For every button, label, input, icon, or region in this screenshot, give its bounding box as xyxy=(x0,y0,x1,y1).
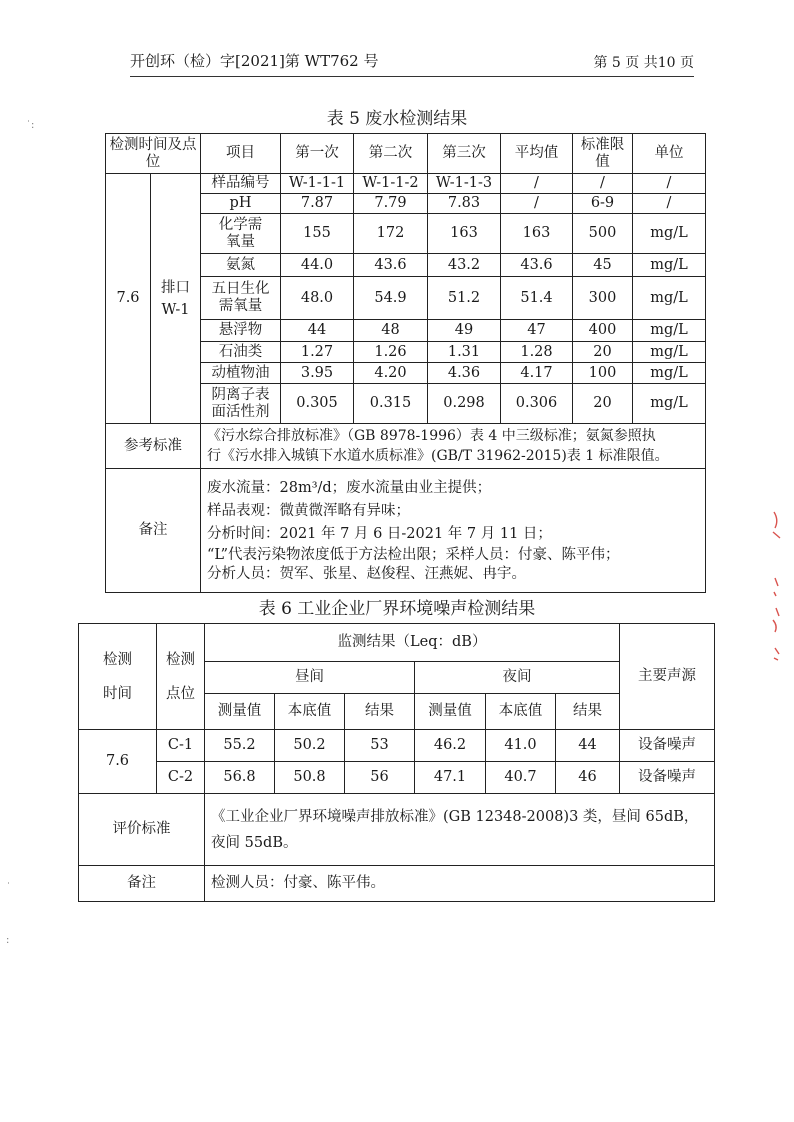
remark-line: 样品表观：微黄微浑略有异味； xyxy=(207,503,410,519)
night-measured: 47.1 xyxy=(415,762,486,794)
row-value-3: 7.83 xyxy=(428,194,501,214)
scan-mark: ˙ xyxy=(6,882,11,893)
noise-results-table xyxy=(78,623,715,902)
header-night: 夜间 xyxy=(415,662,620,694)
night-measured: 46.2 xyxy=(415,730,486,762)
header-first: 第一次 xyxy=(281,134,354,174)
header-time: 检测时间 xyxy=(79,624,157,730)
row-standard: 45 xyxy=(573,254,633,277)
row-item: 阴离子表面活性剂 xyxy=(201,384,281,424)
table-row xyxy=(79,730,715,762)
row-value-3: 0.298 xyxy=(428,384,501,424)
row-unit: mg/L xyxy=(633,277,706,320)
row-standard: 100 xyxy=(573,363,633,384)
standard-line-2: 夜间 55dB。 xyxy=(211,834,298,851)
row-average: / xyxy=(501,194,573,214)
page-header xyxy=(130,50,694,77)
row-value-3: 43.2 xyxy=(428,254,501,277)
remark-line: 分析时间：2021 年 7 月 6 日-2021 年 7 月 11 日； xyxy=(207,526,552,542)
row-value-1: 1.27 xyxy=(281,342,354,363)
row-standard: 300 xyxy=(573,277,633,320)
row-unit: / xyxy=(633,174,706,194)
header-night-measured: 测量值 xyxy=(415,694,486,730)
day-measured: 56.8 xyxy=(205,762,275,794)
row-value-3: 4.36 xyxy=(428,363,501,384)
header-day-background: 本底值 xyxy=(275,694,345,730)
red-seal-fragment xyxy=(770,508,784,668)
row-value-1: 7.87 xyxy=(281,194,354,214)
night-result: 46 xyxy=(556,762,620,794)
remark-line: 废水流量：28m³/d；废水流量由业主提供； xyxy=(207,480,492,496)
row-unit: mg/L xyxy=(633,384,706,424)
row-value-2: 4.20 xyxy=(354,363,428,384)
night-background: 40.7 xyxy=(486,762,556,794)
row-standard: 20 xyxy=(573,342,633,363)
row-value-1: 44.0 xyxy=(281,254,354,277)
document-number: 开创环（检）字[2021]第 WT762 号 xyxy=(130,52,379,70)
row-average: 163 xyxy=(501,214,573,254)
remark-line: “L”代表污染物浓度低于方法检出限；采样人员：付豪、陈平伟； xyxy=(207,547,620,563)
row-value-3: W-1-1-3 xyxy=(428,174,501,194)
row-average: 4.17 xyxy=(501,363,573,384)
row-item: 石油类 xyxy=(201,342,281,363)
header-second: 第二次 xyxy=(354,134,428,174)
row-value-1: 3.95 xyxy=(281,363,354,384)
table-row xyxy=(106,174,706,194)
noise-date: 7.6 xyxy=(79,730,157,794)
header-night-result: 结果 xyxy=(556,694,620,730)
row-value-2: 48 xyxy=(354,320,428,342)
night-result: 44 xyxy=(556,730,620,762)
reference-standard xyxy=(201,424,706,469)
noise-point: C-2 xyxy=(157,762,205,794)
header-standard: 标准限值 xyxy=(573,134,633,174)
header-average: 平均值 xyxy=(501,134,573,174)
row-unit: mg/L xyxy=(633,254,706,277)
row-value-1: 48.0 xyxy=(281,277,354,320)
remarks-content xyxy=(201,469,706,593)
row-value-2: 0.315 xyxy=(354,384,428,424)
row-average: 47 xyxy=(501,320,573,342)
noise-remarks-label: 备注 xyxy=(79,866,205,902)
row-standard: 400 xyxy=(573,320,633,342)
row-value-1: 155 xyxy=(281,214,354,254)
header-night-background: 本底值 xyxy=(486,694,556,730)
row-item: 动植物油 xyxy=(201,363,281,384)
day-measured: 55.2 xyxy=(205,730,275,762)
remarks-label: 备注 xyxy=(106,469,201,593)
row-value-1: 0.305 xyxy=(281,384,354,424)
row-unit: mg/L xyxy=(633,342,706,363)
row-value-1: 44 xyxy=(281,320,354,342)
wastewater-results-table xyxy=(105,133,706,593)
row-item: 悬浮物 xyxy=(201,320,281,342)
row-value-3: 163 xyxy=(428,214,501,254)
noise-source: 设备噪声 xyxy=(620,730,715,762)
header-day-measured: 测量值 xyxy=(205,694,275,730)
remark-line: 分析人员：贺军、张星、赵俊程、汪燕妮、冉宇。 xyxy=(207,566,526,582)
header-time-point: 检测时间及点位 xyxy=(106,134,201,174)
day-background: 50.2 xyxy=(275,730,345,762)
day-result: 53 xyxy=(345,730,415,762)
header-result: 监测结果（Leq：dB） xyxy=(205,624,620,662)
row-unit: mg/L xyxy=(633,320,706,342)
row-standard: / xyxy=(573,174,633,194)
header-third: 第三次 xyxy=(428,134,501,174)
row-value-2: 1.26 xyxy=(354,342,428,363)
row-unit: / xyxy=(633,194,706,214)
row-item: pH xyxy=(201,194,281,214)
evaluation-standard xyxy=(205,794,715,866)
table-row xyxy=(79,762,715,794)
row-unit: mg/L xyxy=(633,363,706,384)
day-background: 50.8 xyxy=(275,762,345,794)
standard-line-1: 《工业企业厂界环境噪声排放标准》(GB 12348-2008)3 类，昼间 65dB， xyxy=(211,808,699,825)
row-value-2: W-1-1-2 xyxy=(354,174,428,194)
scan-mark: : xyxy=(6,935,10,946)
row-value-3: 51.2 xyxy=(428,277,501,320)
noise-source: 设备噪声 xyxy=(620,762,715,794)
reference-line-2: 行《污水排入城镇下水道水质标准》(GB/T 31962-2015)表 1 标准限值。 xyxy=(207,448,669,464)
row-value-3: 49 xyxy=(428,320,501,342)
header-day: 昼间 xyxy=(205,662,415,694)
row-average: / xyxy=(501,174,573,194)
row-item: 化学需氧量 xyxy=(201,214,281,254)
table6-caption: 表 6 工业企业厂界环境噪声检测结果 xyxy=(258,599,536,619)
reference-label: 参考标准 xyxy=(106,424,201,469)
row-average: 0.306 xyxy=(501,384,573,424)
noise-remarks: 检测人员：付豪、陈平伟。 xyxy=(205,866,715,902)
row-value-2: 172 xyxy=(354,214,428,254)
sample-point: 排口W-1 xyxy=(151,174,201,424)
row-item: 样品编号 xyxy=(201,174,281,194)
row-value-2: 7.79 xyxy=(354,194,428,214)
header-point: 检测点位 xyxy=(157,624,205,730)
noise-point: C-1 xyxy=(157,730,205,762)
header-day-result: 结果 xyxy=(345,694,415,730)
header-item: 项目 xyxy=(201,134,281,174)
row-average: 51.4 xyxy=(501,277,573,320)
sample-date: 7.6 xyxy=(106,174,151,424)
row-standard: 20 xyxy=(573,384,633,424)
row-value-1: W-1-1-1 xyxy=(281,174,354,194)
header-unit: 单位 xyxy=(633,134,706,174)
reference-line-1: 《污水综合排放标准》（GB 8978-1996）表 4 中三级标准；氨氮参照执 xyxy=(207,428,656,444)
row-average: 43.6 xyxy=(501,254,573,277)
header-source: 主要声源 xyxy=(620,624,715,730)
row-value-2: 43.6 xyxy=(354,254,428,277)
page-number: 第 5 页 共10 页 xyxy=(593,55,694,71)
row-standard: 500 xyxy=(573,214,633,254)
table5-caption: 表 5 废水检测结果 xyxy=(326,109,468,129)
row-standard: 6-9 xyxy=(573,194,633,214)
night-background: 41.0 xyxy=(486,730,556,762)
row-unit: mg/L xyxy=(633,214,706,254)
row-value-3: 1.31 xyxy=(428,342,501,363)
row-average: 1.28 xyxy=(501,342,573,363)
row-item: 五日生化需氧量 xyxy=(201,277,281,320)
scan-mark: ˙: xyxy=(26,120,35,131)
row-item: 氨氮 xyxy=(201,254,281,277)
standard-label: 评价标准 xyxy=(79,794,205,866)
day-result: 56 xyxy=(345,762,415,794)
row-value-2: 54.9 xyxy=(354,277,428,320)
